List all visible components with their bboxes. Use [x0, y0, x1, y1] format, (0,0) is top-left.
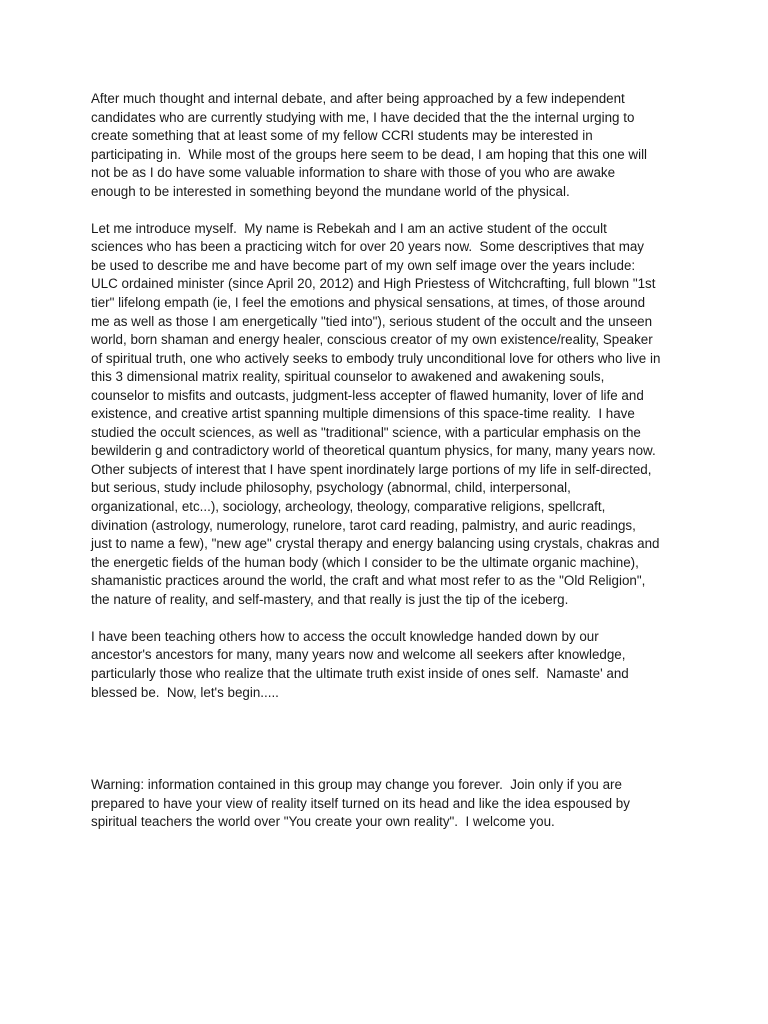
- text-line: just to name a few), "new age" crystal therapy and energy balancing using crystals, chakras and: [91, 536, 660, 552]
- text-line: I have been teaching others how to access the occult knowledge handed down by our: [91, 628, 599, 644]
- text-line: world, born shaman and energy healer, conscious creator of my own existence/reality, Speaker: [91, 332, 653, 348]
- text-line: Warning: information contained in this group may change you forever. Join only if you are: [91, 777, 622, 793]
- text-line: participating in. While most of the groups here seem to be dead, I am hoping that this one will: [91, 146, 648, 162]
- text-line: Let me introduce myself. My name is Rebekah and I am an active student of the occult: [91, 220, 607, 236]
- text-line: the nature of reality, and self-mastery, and that really is just the tip of the iceberg.: [91, 591, 569, 607]
- text-line: not be as I do have some valuable information to share with those of you who are awake: [91, 165, 616, 181]
- text-line: candidates who are currently studying with me, I have decided that the the internal urging to: [91, 109, 635, 125]
- text-line: enough to be interested in something beyond the mundane world of the physical.: [91, 183, 570, 199]
- text-line: this 3 dimensional matrix reality, spiritual counselor to awakened and awakening souls,: [91, 369, 605, 385]
- text-line: blessed be. Now, let's begin.....: [91, 684, 279, 700]
- text-line: but serious, study include philosophy, psychology (abnormal, child, interpersonal,: [91, 480, 571, 496]
- text-line: After much thought and internal debate, and after being approached by a few independent: [91, 91, 625, 106]
- paragraph-spacer: [91, 201, 691, 220]
- text-line: sciences who has been a practicing witch for over 20 years now. Some descriptives that may: [91, 239, 645, 255]
- text-line: spiritual teachers the world over "You create your own reality". I welcome you.: [91, 814, 555, 830]
- text-line: create something that at least some of my fellow CCRI students may be interested in: [91, 128, 593, 144]
- text-line: be used to describe me and have become part of my own self image over the years include:: [91, 257, 636, 273]
- paragraph-spacer: [91, 609, 691, 628]
- text-line: bewilderin g and contradictory world of theoretical quantum physics, for many, many years now.: [91, 443, 656, 459]
- document-body: [91, 90, 691, 832]
- text-line: divination (astrology, numerology, runelore, tarot card reading, palmistry, and auric readings,: [91, 517, 636, 533]
- text-line: counselor to misfits and outcasts, judgment-less accepter of flawed humanity, lover of life and: [91, 387, 644, 403]
- text-line: ULC ordained minister (since April 20, 2012) and High Priestess of Witchcrafting, full blown "1st: [91, 276, 656, 292]
- text-line: existence, and creative artist spanning multiple dimensions of this space-time reality. I have: [91, 406, 635, 422]
- paragraph-warning: [91, 776, 691, 832]
- text-line: Other subjects of interest that I have spent inordinately large portions of my life in self-directed,: [91, 461, 652, 477]
- paragraph-self-introduction: [91, 220, 691, 609]
- text-line: ancestor's ancestors for many, many years now and welcome all seekers after knowledge,: [91, 647, 626, 663]
- text-line: shamanistic practices around the world, the craft and what most refer to as the "Old Religion",: [91, 573, 646, 589]
- text-line: tier" lifelong empath (ie, I feel the emotions and physical sensations, at times, of those around: [91, 295, 646, 311]
- text-line: studied the occult sciences, as well as "traditional" science, with a particular emphasis on the: [91, 424, 641, 440]
- section-spacer: [91, 702, 691, 776]
- text-line: particularly those who realize that the ultimate truth exist inside of ones self. Namaste' and: [91, 665, 629, 681]
- text-line: me as well as those I am energetically "tied into"), serious student of the occult and the unseen: [91, 313, 653, 329]
- text-line: prepared to have your view of reality itself turned on its head and like the idea espoused by: [91, 795, 630, 811]
- paragraph-teaching: [91, 628, 691, 702]
- paragraph-intro: [91, 90, 691, 201]
- text-line: of spiritual truth, one who actively seeks to embody truly unconditional love for others who live in: [91, 350, 661, 366]
- text-line: organizational, etc...), sociology, archeology, theology, comparative religions, spellcraft,: [91, 499, 606, 515]
- text-line: the energetic fields of the human body (which I consider to be the ultimate organic machine),: [91, 554, 639, 570]
